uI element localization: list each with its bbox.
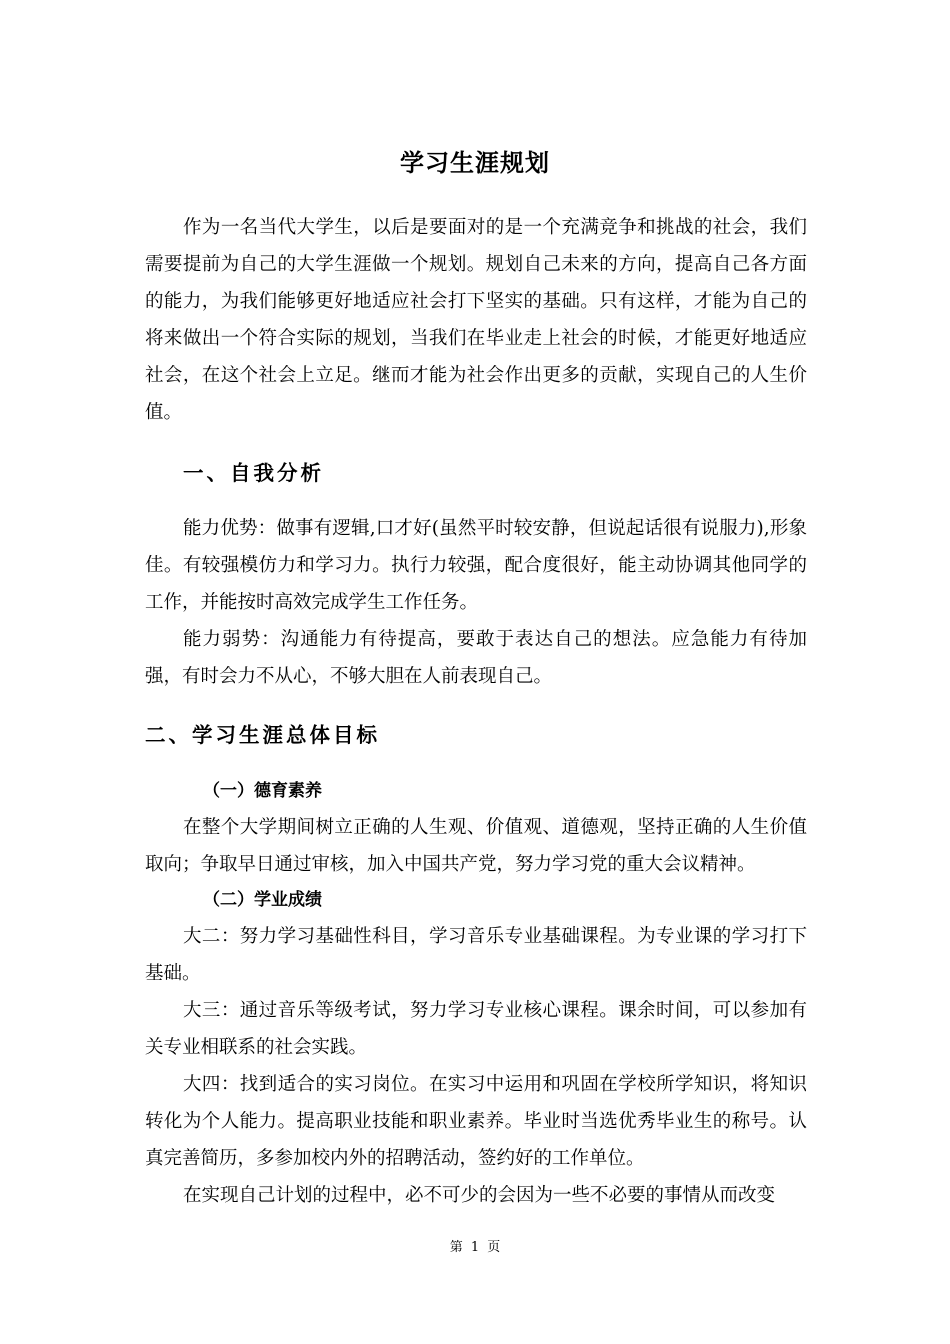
strengths-paragraph: 能力优势：做事有逻辑,口才好(虽然平时较安静，但说起话很有说服力),形象佳。有较强模仿力和学习力。执行力较强，配合度很好，能主动协调其他同学的工作，并能按时高效完成学生工作任务。 <box>145 518 807 613</box>
moral-paragraph: 在整个大学期间树立正确的人生观、价值观、道德观，坚持正确的人生价值取向；争取早日通过审核，加入中国共产党，努力学习党的重大会议精神。 <box>145 817 807 875</box>
weaknesses-paragraph: 能力弱势：沟通能力有待提高，要敢于表达自己的想法。应急能力有待加强，有时会力不从心，不够大胆在人前表现自己。 <box>145 629 807 687</box>
subheading-moral: （一）德育素养 <box>203 781 322 801</box>
year4-paragraph: 大四：找到适合的实习岗位。在实习中运用和巩固在学校所学知识，将知识转化为个人能力。提高职业技能和职业素养。毕业时当选优秀毕业生的称号。认真完善简历，多参加校内外的招聘活动，签约好的工作单位。 <box>145 1074 807 1169</box>
document-title: 学习生涯规划 <box>400 149 550 177</box>
page-number: 第 1 页 <box>449 1240 501 1255</box>
section-heading-self-analysis: 一、自我分析 <box>183 461 324 485</box>
closing-paragraph: 在实现自己计划的过程中，必不可少的会因为一些不必要的事情从而改变 <box>183 1185 776 1206</box>
intro-paragraph: 作为一名当代大学生，以后是要面对的是一个充满竞争和挑战的社会，我们需要提前为自己的大学生涯做一个规划。规划自己未来的方向，提高自己各方面的能力，为我们能够更好地适应社会打下坚实的基础。只有这样，才能为自己的将来做出一个符合实际的规划，当我们在毕业走上社会的时候，才能更好地适应社会，在这个社会上立足。继而才能为社会作出更多的贡献，实现自己的人生价值。 <box>145 217 807 423</box>
year2-paragraph: 大二：努力学习基础性科目，学习音乐专业基础课程。为专业课的学习打下基础。 <box>145 926 807 984</box>
year3-paragraph: 大三：通过音乐等级考试，努力学习专业核心课程。课余时间，可以参加有关专业相联系的社会实践。 <box>145 1000 807 1058</box>
section-heading-goals: 二、学习生涯总体目标 <box>145 723 380 747</box>
subheading-academic: （二）学业成绩 <box>203 890 322 910</box>
